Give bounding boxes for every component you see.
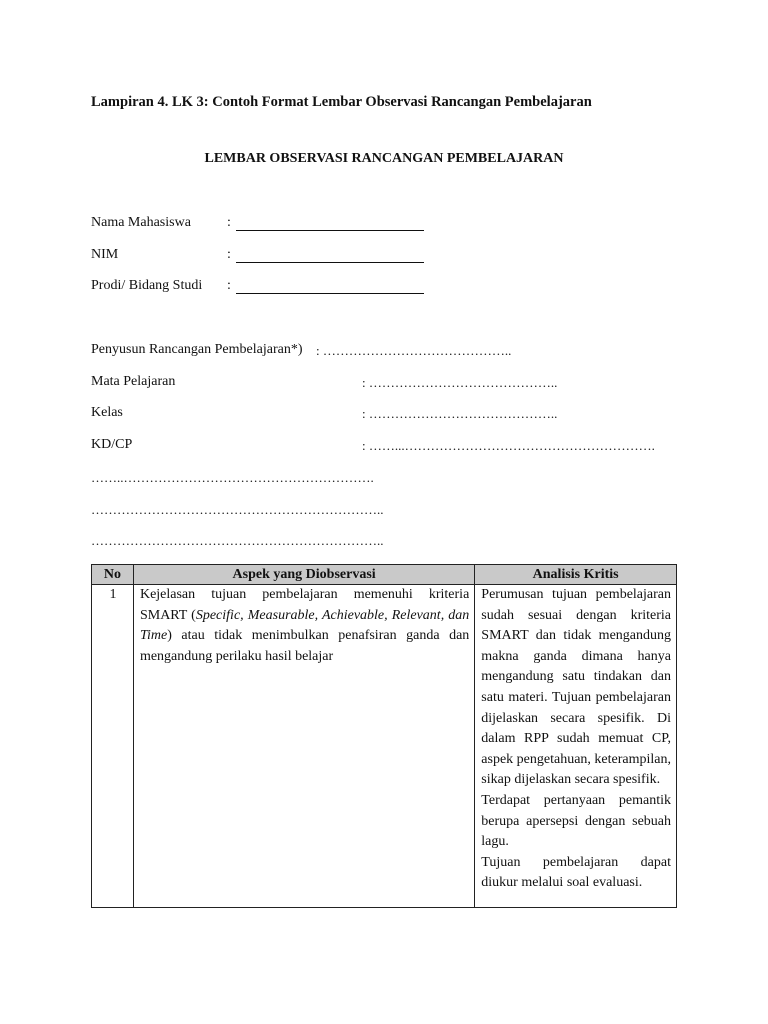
field-colon: :	[227, 247, 231, 262]
nama-blank-line[interactable]	[236, 216, 424, 231]
field-label-penyusun: Penyusun Rancangan Pembelajaran*)	[91, 342, 303, 357]
field-label-mapel: Mata Pelajaran	[91, 374, 176, 389]
table-row	[92, 585, 677, 908]
appendix-title: Lampiran 4. LK 3: Contoh Format Lembar Observasi Rancangan Pembelajaran	[91, 94, 592, 110]
aspek-text: ) atau tidak menimbulkan penafsiran ganda dan mengandung perilaku hasil belajar	[139, 628, 470, 664]
form-title: LEMBAR OBSERVASI RANCANGAN PEMBELAJARAN	[204, 151, 564, 166]
aspek-cell	[133, 585, 474, 908]
analisis-paragraph: Perumusan tujuan pembelajaran sudah sesuai dengan kriteria SMART dan tidak mengandung makna ganda dimana hanya mengandung satu tindakan dan satu materi. Tujuan pembelajaran dijelaskan secara spesifik. Di dalam RPP sudah memuat CP, aspek pengetahuan, keterampilan, sikap dijelaskan secara spesifik.	[481, 587, 671, 788]
field-label-kelas: Kelas	[91, 405, 123, 420]
kdcp-dotted-blank[interactable]: : ……...………………………………………………….	[362, 438, 655, 453]
analisis-paragraph: Tujuan pembelajaran dapat diukur melalui soal evaluasi.	[481, 854, 671, 891]
penyusun-dotted-blank[interactable]: : ……………………………………..	[316, 343, 512, 358]
analisis-paragraph: Terdapat pertanyaan pemantik berupa apersepsi dengan sebuah lagu.	[481, 792, 671, 850]
kelas-dotted-blank[interactable]: : ……………………………………..	[362, 406, 558, 421]
nim-blank-line[interactable]	[236, 248, 424, 263]
header-aspek: Aspek yang Diobservasi	[133, 565, 474, 585]
field-label-kdcp: KD/CP	[91, 437, 133, 452]
kdcp-continuation-line[interactable]: …………………………………………………………..	[91, 502, 384, 517]
table-header-row	[92, 565, 677, 585]
prodi-blank-line[interactable]	[236, 279, 424, 294]
field-colon: :	[227, 215, 231, 230]
analisis-cell	[475, 585, 677, 908]
field-label-nama: Nama Mahasiswa	[91, 215, 191, 230]
kdcp-continuation-line[interactable]: …………………………………………………………..	[91, 533, 384, 548]
header-analisis: Analisis Kritis	[475, 565, 677, 585]
observation-table	[91, 564, 677, 908]
row-number: 1	[92, 585, 134, 908]
field-label-prodi: Prodi/ Bidang Studi	[91, 278, 203, 293]
aspek-smart-terms: Specific, Measurable, Achievable, Relevant, dan Time	[139, 607, 470, 644]
mapel-dotted-blank[interactable]: : ……………………………………..	[362, 375, 558, 390]
field-colon: :	[227, 278, 231, 293]
field-label-nim: NIM	[91, 247, 119, 262]
kdcp-continuation-line[interactable]: ……..………………………………………………….	[91, 470, 374, 485]
aspek-text: Kejelasan tujuan pembelajaran memenuhi kriteria SMART (	[139, 587, 470, 623]
header-no: No	[92, 565, 134, 585]
